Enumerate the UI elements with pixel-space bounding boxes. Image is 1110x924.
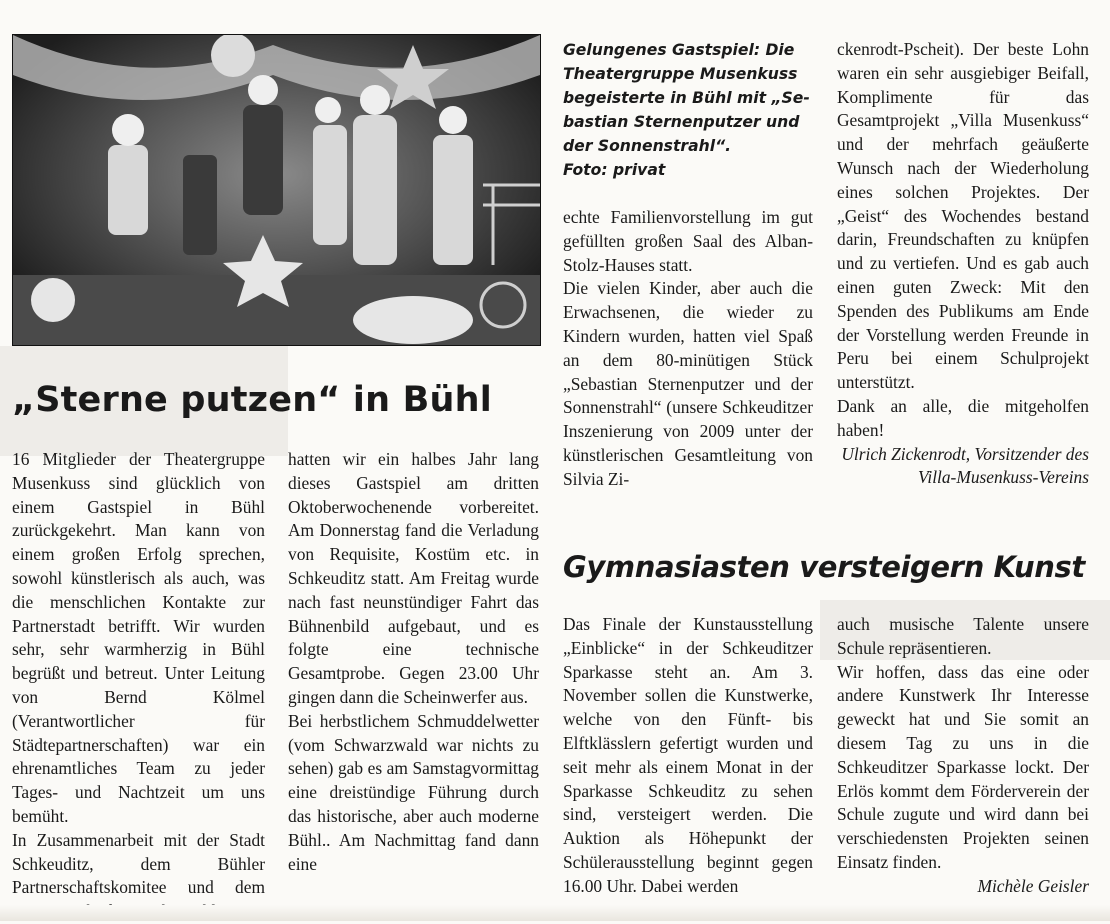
paragraph: In Zusammenarbeit mit der Stadt Schkeuditz, dem Bühler Partnerschaftskomitee und dem — [12, 829, 265, 898]
stage-photo-illustration — [13, 35, 540, 345]
paragraph: 16 Mitglieder der Theatergruppe Musenkuss sind glücklich von einem Gastspiel in Bühl zurückgekehrt. Man kann von einem großen Erfolg sprechen, sowohl künstlerisch als auch, was die menschlichen Kontakte zur Partnerstadt betrifft. Wir wurden sehr, sehr warmherzig in Bühl begrüßt und betreut. Unter Leitung von Bernd Kölmel (Verantwortlicher für Städtepartnerschaften) war ein ehrenamtliches Team zu jeder Tages- und Nachtzeit um uns bemüht. — [12, 449, 265, 826]
caption-line: bastian Sternenputzer und — [563, 113, 800, 131]
caption-line: begeisterte in Bühl mit „Se- — [563, 89, 810, 107]
article1-column-4 — [837, 38, 1089, 490]
article1-signature: Ulrich Zickenrodt, Vorsitzender des Villa-Musenkuss-Vereins — [841, 443, 1089, 488]
article1-column-2 — [288, 448, 539, 876]
paragraph: Bei herbstlichem Schmuddelwetter (vom Schwarzwald war nichts zu sehen) gab es am Samstagvormittag eine dreistündige Führung durch das historische, aber auch moderne Bühl.. Am Nachmittag fand dann eine — [288, 710, 539, 874]
article1-headline: „Sterne putzen“ in Bühl — [12, 380, 492, 420]
paragraph: auch musische Talente unsere Schule repräsentieren. — [837, 614, 1089, 658]
article2-signature: Michèle Geisler — [977, 875, 1089, 896]
paragraph: hatten wir ein halbes Jahr lang dieses Gastspiel am dritten Oktoberwochenende vorbereitet. Am Donnerstag fand die Verladung von Requisite, Kostüm etc. in Schkeuditz statt. Am Freitag wurde nach fast neunstündiger Fahrt das Bühnenbild aufgebaut, und es folgte eine technische Gesamtprobe. Gegen 23.00 Uhr gingen dann die Scheinwerfer aus. — [288, 449, 539, 707]
caption-line: Gelungenes Gastspiel: Die — [563, 41, 795, 59]
paragraph: Das Finale der Kunstausstellung „Einblicke“ in der Schkeuditzer Sparkasse steht an. Am 3. November sollen die Kunstwerke, welche von den Fünft- bis Elftklässlern gefertigt wurden und seit mehr als einem Monat in der Sparkasse Schkeuditz zu sehen sind, versteigert werden. Die Auktion als Höhepunkt der Schülerausstellung beginnt gegen 16.00 Uhr. Dabei werden — [563, 614, 813, 896]
photo-caption — [563, 38, 813, 182]
caption-line: der Sonnenstrahl“. — [563, 137, 732, 155]
paragraph: ckenrodt-Pscheit). Der beste Lohn waren ein sehr ausgiebiger Beifall, Komplimente für das Gesamtprojekt „Villa Musenkuss“ und der mehrfach geäußerte Wunsch nach der Wiederholung eines solchen Projektes. Der „Geist“ des Wochendes bestand darin, Freundschaften zu knüpfen und zu vertiefen. Und es gab auch einen guten Zweck: Mit den Spenden des Publikums am Ende der Vorstellung werden Freunde in Peru bei einem Schulprojekt unterstützt. — [837, 39, 1089, 393]
caption-credit: Foto: privat — [563, 161, 666, 179]
paragraph: Wir hoffen, dass das eine oder andere Kunstwerk Ihr Interesse geweckt hat und Sie somit an diesem Tag zu uns in die Schkeuditzer Sparkasse lockt. Der Erlös kommt dem Förderverein der Schule zugute und wird dann bei verschiedensten Projekten seinen Einsatz finden. — [837, 661, 1089, 872]
article1-column-1 — [12, 448, 265, 924]
page-bottom-edge — [0, 905, 1110, 921]
article2-headline: Gymnasiasten versteigern Kunst — [563, 550, 1085, 584]
paragraph: Dank an alle, die mitgeholfen haben! — [837, 395, 1089, 440]
article-photo — [12, 34, 541, 346]
article2-column-1 — [563, 613, 813, 899]
paragraph: Die vielen Kinder, aber auch die Erwachsenen, die wieder zu Kindern wurden, hatten viel Spaß an dem 80-minütigen Stück „Sebastian Sternenputzer und der Sonnenstrahl“ (unsere Schkeuditzer Inszenierung von 2009 unter der künstlerischen Gesamtleitung von Silvia Zi- — [563, 278, 813, 489]
article1-column-3 — [563, 206, 813, 492]
caption-line: Theatergruppe Musenkuss — [563, 65, 798, 83]
article2-column-2 — [837, 613, 1089, 899]
paragraph: echte Familienvorstellung im gut gefüllten großen Saal des Alban-Stolz-Hauses statt. — [563, 207, 813, 275]
